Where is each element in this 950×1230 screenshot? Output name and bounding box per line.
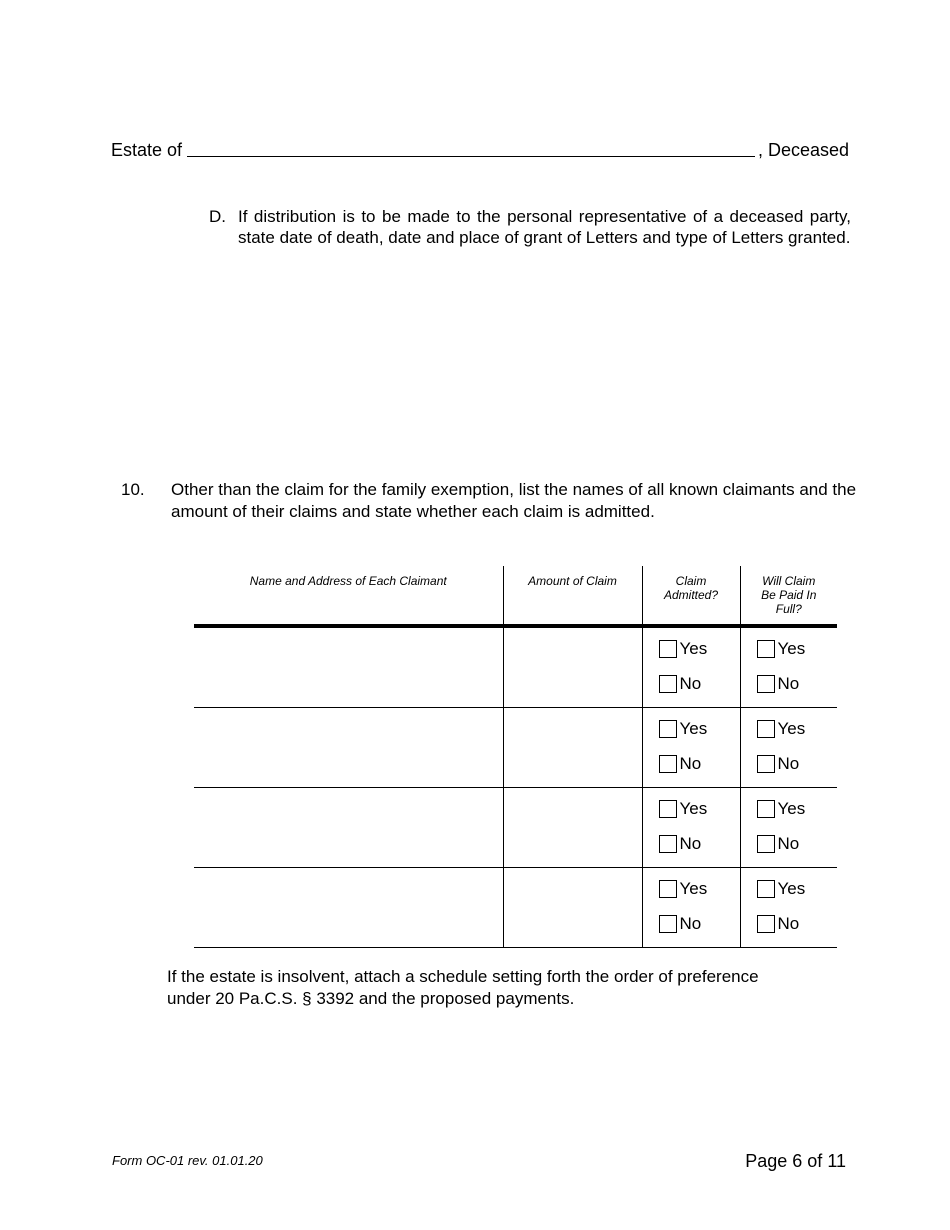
claim-amount-cell[interactable]: [503, 708, 642, 788]
claim-amount-cell[interactable]: [503, 788, 642, 868]
paid-no-option[interactable]: [757, 674, 838, 694]
paid-yes-checkbox[interactable]: [757, 720, 775, 738]
no-label: No: [777, 754, 800, 773]
paid-in-full-cell: [740, 708, 837, 788]
admitted-no-checkbox[interactable]: [659, 835, 677, 853]
no-label: No: [777, 914, 800, 933]
paid-yes-option[interactable]: [757, 879, 838, 899]
claim-admitted-cell: [642, 708, 740, 788]
admitted-no-checkbox[interactable]: [659, 755, 677, 773]
section-10-number: 10.: [121, 480, 145, 499]
insolvent-note: If the estate is insolvent, attach a schedule setting forth the order of preference under 20 Pa.C.S. § 3392 and the proposed payments.: [167, 967, 759, 1008]
table-row: [194, 626, 837, 708]
claimant-name-cell[interactable]: [194, 788, 503, 868]
estate-line: [111, 140, 849, 161]
no-label: No: [679, 914, 702, 933]
admitted-no-checkbox[interactable]: [659, 675, 677, 693]
claim-admitted-cell: [642, 868, 740, 948]
admitted-yes-option[interactable]: [659, 879, 740, 899]
form-id: Form OC-01 rev. 01.01.20: [112, 1153, 263, 1168]
admitted-yes-option[interactable]: [659, 719, 740, 739]
admitted-no-checkbox[interactable]: [659, 915, 677, 933]
no-label: No: [679, 834, 702, 853]
paid-no-checkbox[interactable]: [757, 915, 775, 933]
paid-yes-option[interactable]: [757, 719, 838, 739]
yes-label: Yes: [777, 639, 806, 658]
estate-name-blank: [187, 140, 755, 157]
estate-prefix: Estate of: [111, 140, 183, 160]
paid-no-option[interactable]: [757, 754, 838, 774]
paid-in-full-cell: [740, 788, 837, 868]
yes-label: Yes: [679, 879, 708, 898]
no-label: No: [777, 674, 800, 693]
claimant-name-cell[interactable]: [194, 868, 503, 948]
admitted-no-option[interactable]: [659, 674, 740, 694]
paid-yes-checkbox[interactable]: [757, 800, 775, 818]
claims-table: [194, 566, 837, 948]
no-label: No: [679, 674, 702, 693]
no-label: No: [679, 754, 702, 773]
section-10: [121, 479, 891, 523]
paid-no-option[interactable]: [757, 914, 838, 934]
header-name-address: Name and Address of Each Claimant: [194, 566, 503, 626]
admitted-yes-option[interactable]: [659, 639, 740, 659]
paid-yes-option[interactable]: [757, 639, 838, 659]
paid-no-checkbox[interactable]: [757, 675, 775, 693]
claims-header-row: [194, 566, 837, 626]
header-claim-admitted: Claim Admitted?: [642, 566, 740, 626]
claim-admitted-cell: [642, 788, 740, 868]
claim-admitted-cell: [642, 626, 740, 708]
table-row: [194, 868, 837, 948]
paid-yes-checkbox[interactable]: [757, 880, 775, 898]
no-label: No: [777, 834, 800, 853]
admitted-yes-checkbox[interactable]: [659, 800, 677, 818]
page-number: Page 6 of 11: [745, 1151, 846, 1171]
paid-yes-checkbox[interactable]: [757, 640, 775, 658]
admitted-no-option[interactable]: [659, 754, 740, 774]
section-10-text: Other than the claim for the family exemption, list the names of all known claimants and the amount of their claims and state whether each claim is admitted.: [171, 480, 857, 521]
claim-amount-cell[interactable]: [503, 868, 642, 948]
yes-label: Yes: [679, 639, 708, 658]
header-amount: Amount of Claim: [503, 566, 642, 626]
paid-in-full-cell: [740, 868, 837, 948]
table-row: [194, 788, 837, 868]
section-d: [209, 206, 851, 248]
table-row: [194, 708, 837, 788]
yes-label: Yes: [679, 719, 708, 738]
admitted-yes-option[interactable]: [659, 799, 740, 819]
estate-suffix: , Deceased: [757, 140, 849, 160]
paid-no-checkbox[interactable]: [757, 755, 775, 773]
estate-name-field[interactable]: [187, 144, 755, 160]
admitted-yes-checkbox[interactable]: [659, 640, 677, 658]
yes-label: Yes: [777, 719, 806, 738]
admitted-no-option[interactable]: [659, 914, 740, 934]
admitted-yes-checkbox[interactable]: [659, 720, 677, 738]
yes-label: Yes: [777, 879, 806, 898]
section-d-label: D.: [209, 207, 226, 226]
claimant-name-cell[interactable]: [194, 708, 503, 788]
paid-no-checkbox[interactable]: [757, 835, 775, 853]
paid-yes-option[interactable]: [757, 799, 838, 819]
header-paid-in-full: Will Claim Be Paid In Full?: [740, 566, 837, 626]
yes-label: Yes: [777, 799, 806, 818]
paid-in-full-cell: [740, 626, 837, 708]
claimant-name-cell[interactable]: [194, 626, 503, 708]
admitted-no-option[interactable]: [659, 834, 740, 854]
claim-amount-cell[interactable]: [503, 626, 642, 708]
yes-label: Yes: [679, 799, 708, 818]
section-d-text: If distribution is to be made to the personal representative of a deceased party, state date of death, date and place of grant of Letters and type of Letters granted.: [238, 207, 851, 247]
admitted-yes-checkbox[interactable]: [659, 880, 677, 898]
paid-no-option[interactable]: [757, 834, 838, 854]
